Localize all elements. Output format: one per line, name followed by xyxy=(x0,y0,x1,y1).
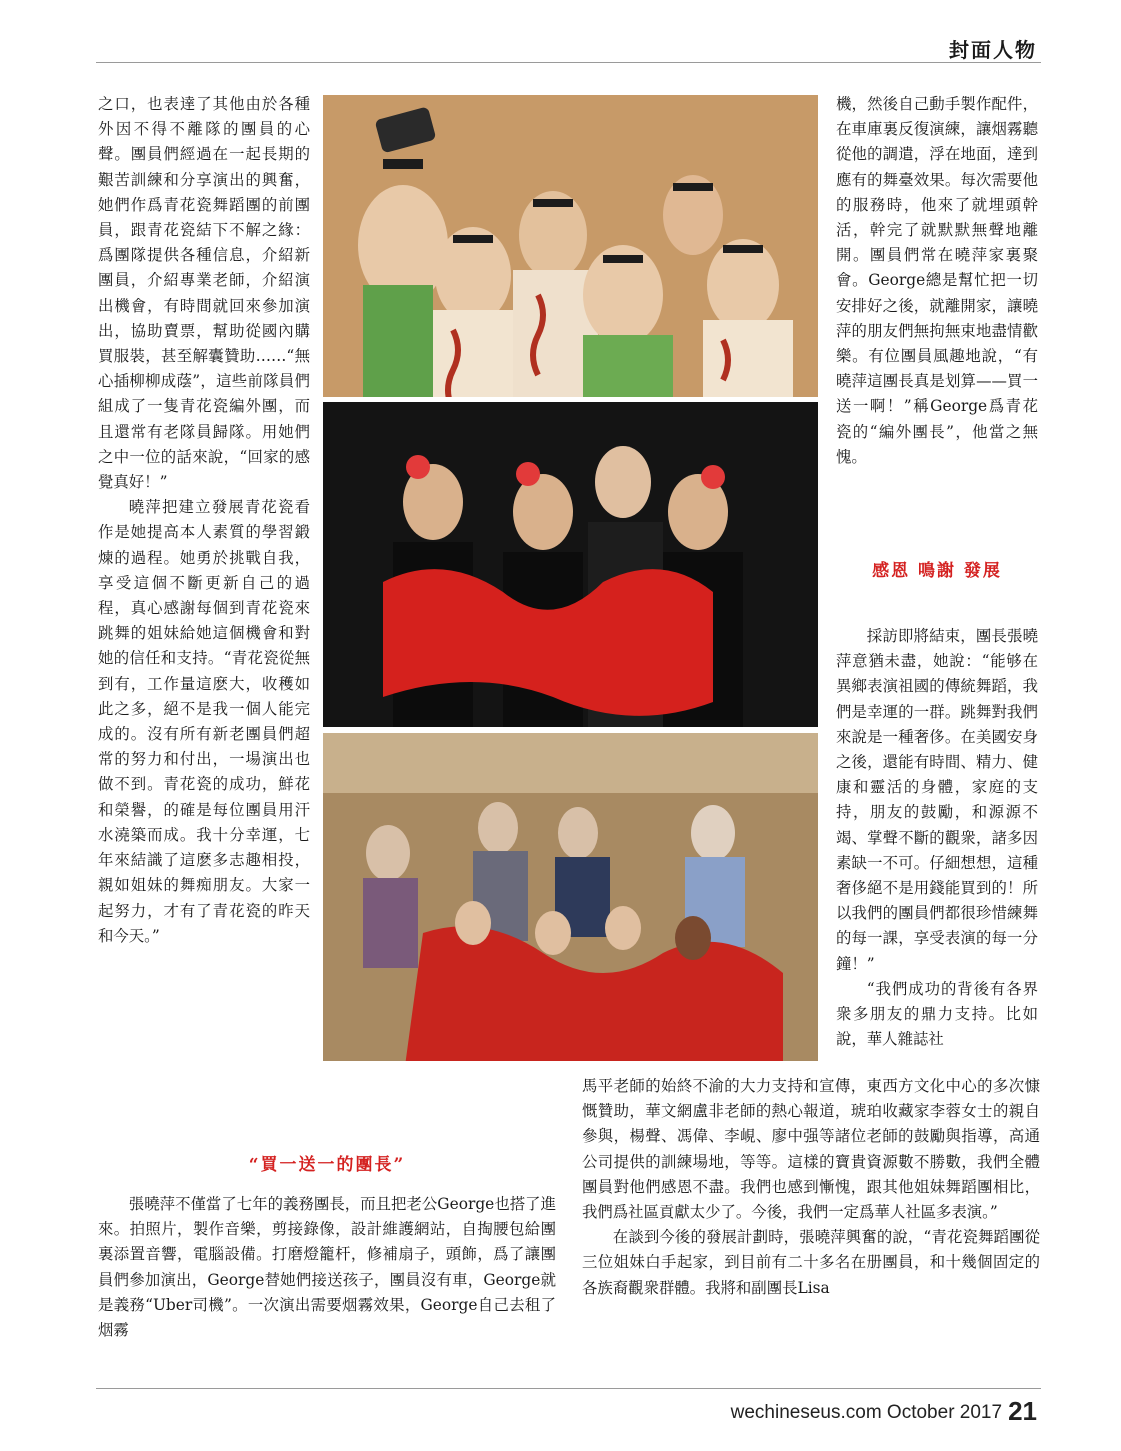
header-divider xyxy=(96,62,1041,63)
bottom-right-paragraph-1: 馬平老師的始終不渝的大力支持和宣傳，東西方文化中心的多次慷慨贊助，華文網盧非老師的熱心報道，琥珀收藏家李蓉女士的親自參與，楊聲、馮偉、李峴、廖中强等諸位老師的鼓勵與指導，高通公司提供的訓練場地，等等。這樣的寶貴資源數不勝數，我們全體團員對他們感恩不盡。我們也感到慚愧，跟其他姐妹舞蹈團相比，我們爲社區貢獻太少了。今後，我們一定爲華人社區多表演。” xyxy=(582,1077,1040,1222)
heading-gratitude: 感恩 鳴謝 發展 xyxy=(872,561,1002,581)
left-column xyxy=(98,92,310,949)
left-paragraph-1: 之口，也表達了其他由於各種外因不得不離隊的團員的心聲。團員們經過在一起長期的艱苦訓練和分享演出的興奮，她們作爲青花瓷舞蹈團的前團員，跟青花瓷結下不解之緣：爲團隊提供各種信息，介紹新團員，介紹專業老師，介紹演出機會，有時間就回來參加演出，協助賣票，幫助從國內購買服裝，甚至解囊贊助……“無心插柳柳成蔭”，這些前隊員們組成了一隻青花瓷編外團，而且還常有老隊員歸隊。用她們之中一位的話來說，“回家的感覺真好！” xyxy=(98,95,310,492)
left-paragraph-2: 曉萍把建立發展青花瓷看作是她提高本人素質的學習鍛煉的過程。她勇於挑戰自我，享受這個不斷更新自己的過程，真心感謝每個到青花瓷來跳舞的姐妹給她這個機會和對她的信任和支持。“青花瓷從無到有，工作量這麽大，收穫如此之多，絕不是我一個人能完成的。沒有所有新老團員們超常的努力和付出，一場演出也做不到。青花瓷的成功，鮮花和榮譽，的確是每位團員用汗水澆築而成。我十分幸運，七年來結識了這麽多志趣相投，親如姐妹的舞痴朋友。大家一起努力，才有了青花瓷的昨天和今天。” xyxy=(98,498,310,945)
page-number: 21 xyxy=(1008,1396,1037,1426)
bottom-right-column xyxy=(582,1074,1040,1301)
section-title: 封面人物 xyxy=(949,38,1037,62)
bottom-right-paragraph-2: 在談到今後的發展計劃時，張曉萍興奮的說，“青花瓷舞蹈團從三位姐妹白手起家，到目前有二十多名在册團員，和十幾個固定的各族裔觀衆群體。我將和副團長Lisa xyxy=(582,1228,1040,1297)
right-column-top xyxy=(836,92,1038,470)
right-paragraph-1: 採訪即將結束，團長張曉萍意猶未盡，她說：“能够在異鄉表演祖國的傳統舞蹈，我們是幸運的一群。跳舞對我們來說是一種奢侈。在美國安身之後，還能有時間、精力、健康和靈活的身體，家庭的支持，朋友的鼓勵，和源源不竭、掌聲不斷的觀衆，諸多因素缺一不可。仔細想想，這種奢侈絕不是用錢能買到的！所以我們的團員們都很珍惜練舞的每一課，享受表演的每一分鐘！” xyxy=(836,627,1038,973)
senior-center-performance-photo xyxy=(323,733,818,1061)
fan-dancers-photo xyxy=(323,402,818,727)
footer-divider xyxy=(96,1388,1041,1389)
footer xyxy=(731,1396,1037,1427)
bottom-left-paragraph: 張曉萍不僅當了七年的義務團長，而且把老公George也搭了進來。拍照片，製作音樂，剪接錄像，設計維護網站，自掏腰包給團裏添置音響，電腦設備。打磨燈籠杆，修補扇子，頭飾，爲了讓團員們參加演出，George替她們接送孩子，團員沒有車，George就是義務“Uber司機”。一次演出需要烟霧效果，George自己去租了烟霧 xyxy=(98,1195,556,1340)
heading-buy-one-get-one: “買一送一的團長” xyxy=(248,1155,406,1175)
footer-site-date: wechineseus.com October 2017 xyxy=(730,1402,1003,1423)
right-paragraph-top: 機，然後自己動手製作配件，在車庫裏反復演練，讓烟霧聽從他的調遣，浮在地面，達到應有的舞臺效果。每次需要他的服務時，他來了就埋頭幹活，幹完了就默默無聲地離開。團員們常在曉萍家裏聚會。George總是幫忙把一切安排好之後，就離開家，讓曉萍的朋友們無拘無束地盡情歡樂。有位團員風趣地說，“有曉萍這團長真是划算——買一送一啊！”稱George爲青花瓷的“編外團長”，他當之無愧。 xyxy=(836,95,1038,466)
bottom-left-column xyxy=(98,1192,556,1343)
right-column-bottom xyxy=(836,624,1038,1052)
group-selfie-photo xyxy=(323,95,818,397)
right-paragraph-2: “我們成功的背後有各界衆多朋友的鼎力支持。比如說，華人雜誌社 xyxy=(836,979,1038,1049)
